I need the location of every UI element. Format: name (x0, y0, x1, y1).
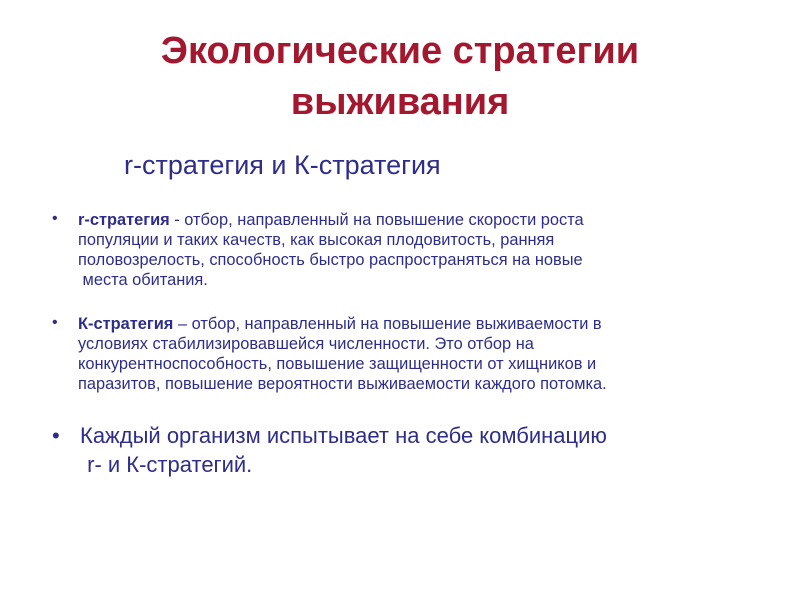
bullet-dot: • (52, 210, 58, 227)
bullet-line-text: - отбор, направленный на повышение скорости роста (169, 211, 584, 229)
bullet-line: половозрелость, способность быстро распространяться на новые (78, 251, 583, 269)
bullet-term: К-стратегия (78, 315, 174, 333)
slide-title (0, 26, 800, 128)
summary-line: Каждый организм испытывает на себе комбинацию (80, 423, 607, 448)
bullet-text (78, 210, 778, 290)
title-line-2: выживания (290, 81, 510, 123)
slide-subtitle: r-стратегия и К-стратегия (124, 150, 441, 180)
bullet-dot: • (52, 423, 60, 448)
bullet-line: популяции и таких качеств, как высокая плодовитость, ранняя (78, 231, 555, 249)
bullet-term: r-стратегия (78, 211, 170, 229)
bullet-dot: • (52, 314, 58, 331)
bullet-line: конкурентноспособность, повышение защищенности от хищников и (78, 355, 597, 373)
bullet-line (78, 314, 778, 334)
bullet-text (78, 314, 778, 394)
summary-line: r- и К-стратегий. (81, 452, 253, 477)
title-line-1: Экологические стратегии (160, 30, 640, 72)
bullet-line (78, 210, 778, 230)
bullet-line: места обитания. (78, 271, 208, 289)
bullet-line: условиях стабилизировавшейся численности. Это отбор на (78, 335, 534, 353)
bullet-line: паразитов, повышение вероятности выживаемости каждого потомка. (78, 375, 607, 393)
bullet-line-text: – отбор, направленный на повышение выживаемости в (173, 315, 602, 333)
summary-text (80, 421, 780, 479)
